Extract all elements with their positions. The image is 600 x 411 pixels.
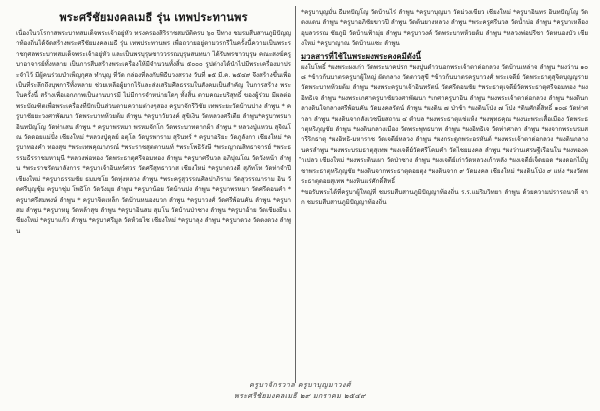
left-body-text: เนื่องในวโรกาสพระบาทสมเด็จพระเจ้าอยู่หัว ทรงครองสิริราชสมบัติครบ ๖๐ ปีทาง ชมรมสืบสานภูมิปัญญาท้องถิ่นได้จัดสร้างพระศรีชัยมงคลเมธี รุ่น เทพประทานพร เพื่อถวายอยู่ตามวรกรีในครั้งนี้ความเป็นพระราชกุศลพระบาทสมเด็จพระเจ้าอยู่หัว และเป็นพรบุรุษชาววรรณบุรุษสนทนา ได้รับพรชาวบุรุษ คณะสงฆ์ครูบาอาจารย์ทั้งหลาย เป็นการสืบสร้างพระเครื่องให้มีจำนวนทั้งสิ้น ๕๐๐๐ รูปต่างได้นำไปมีพระเครื่องมาประจำไว้ มีผู้คนร่วมบำเพ็ญกุศล ทำบุญ ที่วัด กล่องที่ลงกับพิธีบวงสรวง วันที่ ๑๕ มี.ค. ๒๕๔๙ จึงสร้างขึ้นเพื่อเป็นที่ระลึกถึงบุพการีทั้งหลาย ช่วยเหลือผู้ยากไร้และส่งเสริมศีลธรรมในสังคมเป็นสำคัญ ในการสร้าง พระในครั้งนี้ สร้างเพื่อเอกภาพเป็นงานบารมี ไม่มีการจำหน่ายใดๆ ทั้งสิ้น ตามคณะบริสุทธิ์ ของผู้ร่วม มีผลต่อพระบัณฑิตเพื่อพระเครื่องที่ปักเป็นส่วนตามความต่างๆสอง ครูบาจักรีวิชัย เทพระยะวัดบ้านปาง ลำพูน * ครูบาชัยยะวงศาพัฒนา วัดพระบาทห้วยต้ม ลำพูน *ครูบาวัยวงค์ สุขิเงิน วัดหลวงศรีเตีย ลำพูน*ครูบาพรมา อินทปัญโญ วัดท่าเสน ลำพูน * ครูบาพรหมา พรหมจักโก วัดพระบาทตากผ้า ลำพูน * หลวงปู่แหวน สุจิณโณ วัดดอยแม่ปั๋ง เชียงใหม่ *หลวงปู่ดุลย์ อตุโล วัดบูรพาราม สุรินทร์ * ครูบาอริยะ วัดภูลังกา เชียงใหม่ *ครูบาทองคำ ทองสุข *พระเทพคุณาภรณ์ *พระราชสุตตานนท์ *พระโพธิรังษี *พระญาณสิทธาจารย์ *พระธรรมธีรราชมหามุนี *หลวงพ่อทอง วัดพระธาตุศรีจอมทอง ลำพูน *ครูบาศรีนวล อภิปุณโณ วัดวังหน้า ลำพูน *พระราชรัตนาลังการ *ครูบาเจ้าอินทร์ศวร วัดศรีสุทธาวาส เชียงใหม่ *ครูบาดวงดี สุภัทโท วัดท่าจำปี เชียงใหม่ *ครูบาธรรมชัย ธมมชโย วัดทุ่งหลวง ลำพูน *พระครูสุวรรณศิลปาภิราม วัดสุวรรณาราม อิน วัดศรีบุญชุ้ม ครูบาชุ่ม โพธิโก วัดวังมุย ลำพูน *ครูบาน้อย วัดบ้านปง ลำพูน *ครูบาพรหมา วัดศรีดอนคำ *ครูบาศรีสมพงษ์ ลำพูน * ครูบาจิตเหล็ก วัดบ้านหนองบวก ลำพูน *ครูบาวงศ์ วัดศรีพ้อนคัน ลำพูน *ครูบาสม ลำพูน *ครูบาหมู วัดหล้าสุข ลำพูน *ครูบาอินสม สุมโน วัดบ้านป่าซาง ลำพูน *ครูบาอ้าย วัดเชียงยืน เชียงใหม่ *ครูบาแก้ว ลำพูน *ครูบาศรีมูล วัดห้วยไซ เชียงใหม่ *ครูบาลุง ลำพูน *ครูบาดวง วัดดงดวง ลำพูน [16, 30, 293, 235]
document-title: พระศรีชัยมงคลเมธี รุ่น เทพประทานพร [59, 11, 248, 24]
right-intro-text: *ครูบาบุญมั่น ธีมทปัญโญ วัดบ้านไร่ ลำพูน *ครูบาบุญมา วัดม่วงเขียว เชียงใหม่ *ครูบาอินทร อินทปัญโญ วัดดงแดน ลำพูน *ครูบาอภิชัยขาวปี ลำพูน วัดต้นยางหลวง ลำพูน *พระครูศรีนวล วัดน้ำบ่อ ลำพูน *ครูบาเหลืองอุบลวรรณ ชัยภูมิ วัดบ้านฟ้ามุ่ย ลำพูน *ครูบาวงค์ วัดพระบาทห้วยต้ม ลำพูน *หลวงพ่อปรีชา วัดหนองบัว เชียงใหม่ *ครูบาญาณ วัดบ้านแซะ ลำพูน [301, 9, 588, 48]
closing-text: *ขอรับพระได้ที่ครูบาผู้ใหญ่ที่ ชมรมสืบสานภูมิปัญญาท้องถิ่น ร.ร.แม่ริมวิทยา ลำพูน ด้วยความปรารถนาดี จาก ชมรมสืบสานภูมิปัญญาท้องถิ่น [301, 188, 588, 206]
ingredients-heading: มวลสารที่ใช้ในพระผงพระคงคมีดังนี้ [301, 51, 421, 61]
left-column [16, 8, 291, 377]
right-column [301, 8, 588, 377]
signature-line-1: ครูบาจักรวาล ครูบาบุญมาวงศ์ [249, 381, 351, 389]
handwritten-signature [180, 380, 420, 402]
signature-line-2: พระศรีชัยมงคลเมธี ๒๙ มกราคม ๒๕๔๙ [234, 392, 366, 400]
ingredients-text: ผงใบโพธิ์ *ผงพระผงเก่า วัดพระนาคปรก *ผงปูนดำวนอกพระเจ้าตาด่อกลวง วัดบ้านเหล่าจ ลำพูน *ผงว่าน ๑๐๘ *ข้าวก้นบาตรครูบาผู้ใหญ่ ผัดกลาง วัดดาวสุขี *ข้าวก้นบาตรครูบาวงศ์ พระเจดีย์ วัดพระธาตุสุจิตบุญญราย วัดพระบาทห้วยต้ม ลำพูน *ผงพระครูบาเจ้าอินทรัตน์ วัดศรีดอนชัย *พระธาตุเจดีย์วัดพระธาตุศรีจอมทอง *ผงอิทธิเจ ลำพูน *ผงพระเกศาครูบาชัยวงศาพัฒนา *เกศาครูบาอิน ลำพูน *ผงพระเจ้าตาด่อกลวง ลำพูน *ผงดินกลางดินใจกลางศรีพ้อนคัน วัดมงคลรัตน์ ลำพูน *ผงดิน ๗ ป่าช้า *ผงดินโป่ง ๗ โป่ง *ดินศักดิ์สิทธิ์ ๑๐๘ วัดท่าศาลา ลำพูน *ผงดินจากสังเวชนียสถาน ๔ ตำบล *ผงพระธาตุแช่แห้ง *ผงพุทธคุณ *ผงนะพระเสื้อเมือง วัดพระธาตุหริภุญชัย ลำพูน *ผงดินกลางเมือง วัดพระพุทธบาท ลำพูน *ผงอิทธิเจ วัดท่าศาลา ลำพูน *ผงจากพระบรมสารีริกธาตุ *ผงอิทธิ-มหาราช วัดเจดีย์หลวง ลำพูน *ผงกระดูกพระอรหันต์ *ผงพระเจ้าตาด่อกลวง *ผงดินกลางนครลำพูน *ผงพระบรมธาตุสุเทพ *ผงเจดีย์วัดศรีโคมคำ วัดไชยมงคล ลำพูน *ผงว่านเศรษฐีเรือนใน *ผงทองคำเปลว เชียงใหม่ *ผงพระดินเผา วัดป่าซาง ลำพูน *ผงเจดีย์เก่าวัดหลวงเก้าหลัง *ผงเจดีย์เจ็ดยอด *ผงดอกไม้บูชาพระธาตุหริภุญชัย *ผงดินจากพระธาตุดอยตุง *ผงดินจาก ๙ วัดมงคล เชียงใหม่ *ผงดินโป่ง ๙ แห่ง *ผงวัดพระธาตุดอยสุเทพ *ผงหินแร่ศักดิ์สิทธิ์ [301, 63, 590, 186]
column-divider [295, 6, 296, 383]
